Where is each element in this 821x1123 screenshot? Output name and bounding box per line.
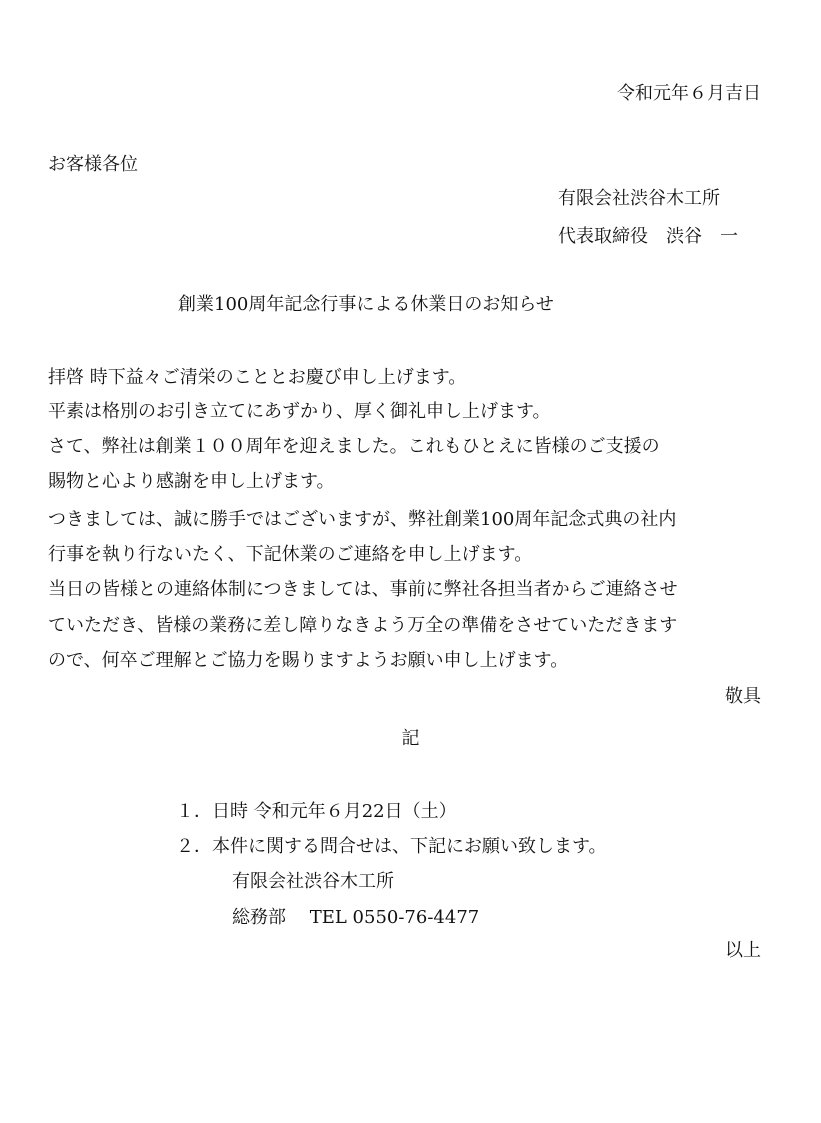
body-line: 賜物と心より感謝を申し上げます。 [48, 471, 335, 492]
body-line: ので、何卒ご理解とご協力を賜りますようお願い申し上げます。 [48, 650, 569, 671]
issue-date: 令和元年６月吉日 [617, 83, 761, 104]
contact-department: 総務部 TEL 0550-76-4477 [232, 907, 480, 928]
contact-company: 有限会社渋谷木工所 [232, 871, 394, 892]
recipient: お客様各位 [48, 154, 138, 175]
sender-company: 有限会社渋谷木工所 [558, 188, 720, 209]
body-line: 拝啓 時下益々ご清栄のこととお慶び申し上げます。 [48, 367, 467, 388]
notice-item-date: １．日時 令和元年６月22日（土） [176, 801, 457, 822]
document-title: 創業100周年記念行事による休業日のお知らせ [178, 294, 554, 315]
closing-keigu: 敬具 [725, 686, 761, 707]
notice-item-inquiry: ２．本件に関する問合せは、下記にお願い致します。 [176, 836, 607, 857]
body-line: 当日の皆様との連絡体制につきましては、事前に弊社各担当者からご連絡させ [48, 579, 678, 600]
body-line: 平素は格別のお引き立てにあずかり、厚く御礼申し上げます。 [48, 401, 551, 422]
closing-ijo: 以上 [725, 940, 761, 961]
sender-representative: 代表取締役 渋谷 一 [558, 226, 738, 247]
body-line: 行事を執り行ないたく、下記休業のご連絡を申し上げます。 [48, 544, 533, 565]
body-line: つきましては、誠に勝手ではございますが、弊社創業100周年記念式典の社内 [48, 509, 677, 530]
notice-heading: 記 [401, 728, 420, 749]
body-line: ていただき、皆様の業務に差し障りなきよう万全の準備をさせていただきます [48, 615, 678, 636]
body-line: さて、弊社は創業１００周年を迎えました。これもひとえに皆様のご支援の [48, 436, 660, 457]
